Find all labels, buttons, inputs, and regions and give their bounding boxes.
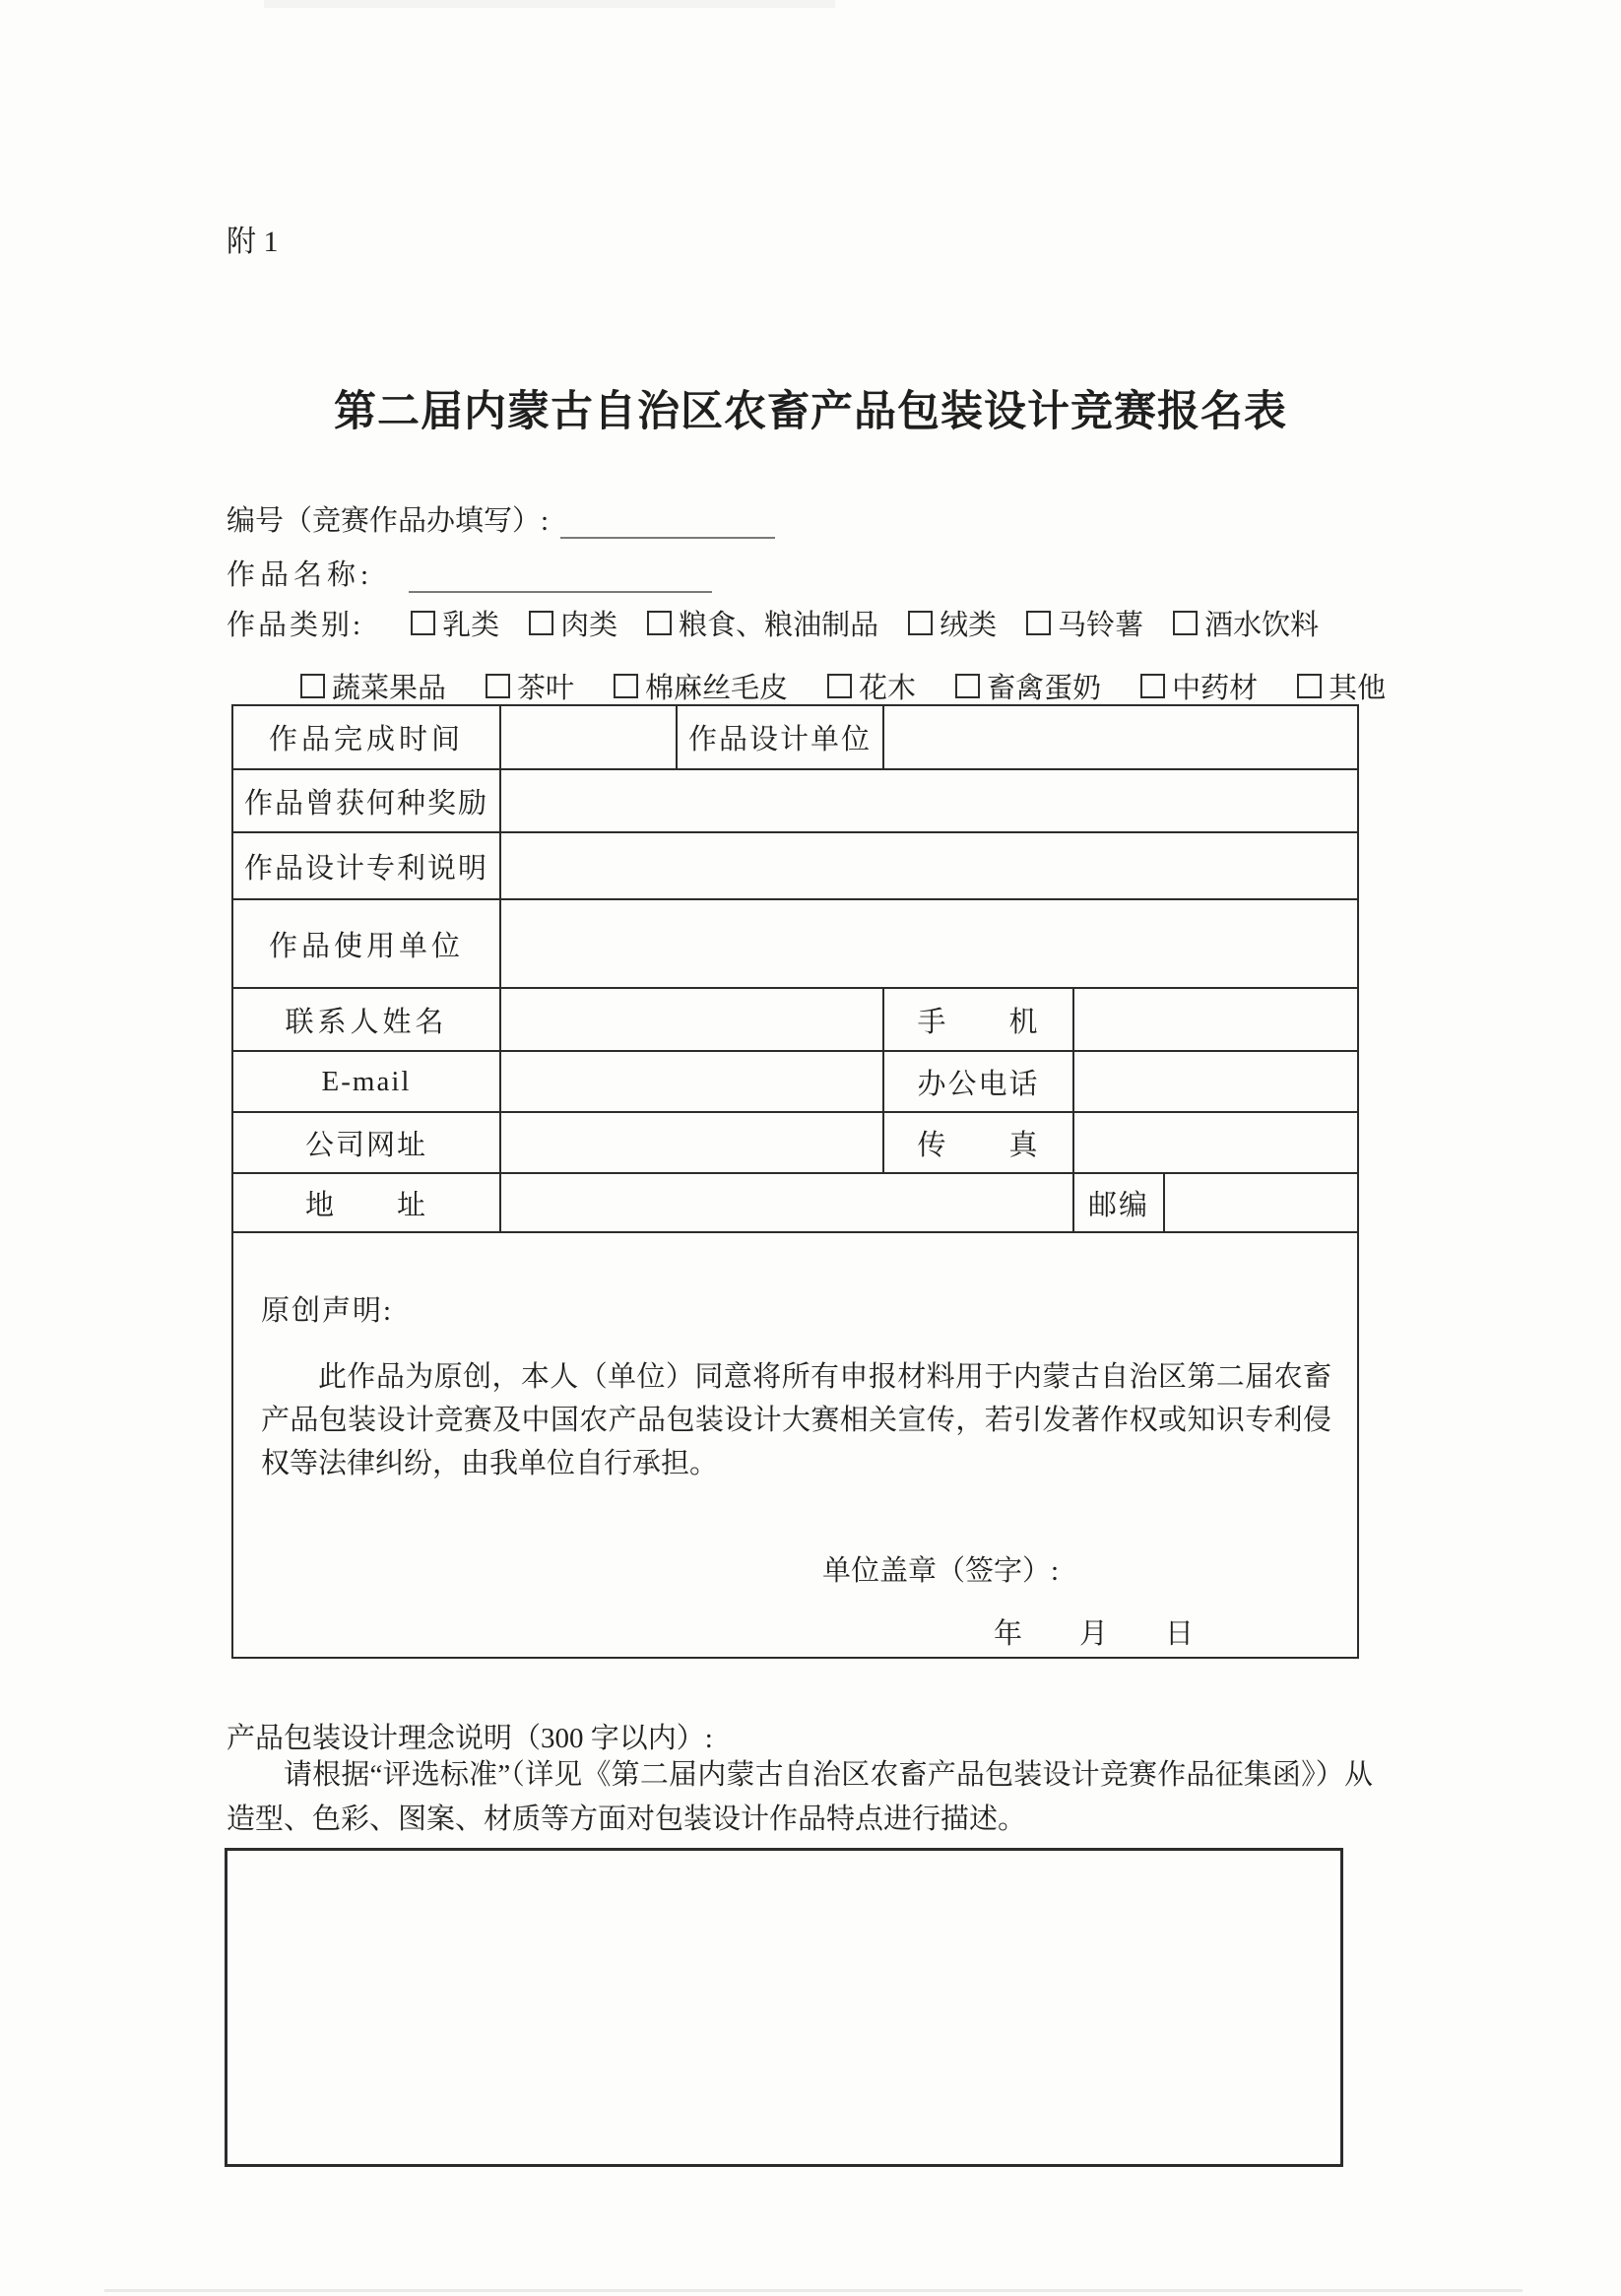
label-postcode: 邮编 bbox=[1073, 1173, 1164, 1232]
page-title: 第二届内蒙古自治区农畜产品包装设计竞赛报名表 bbox=[334, 389, 1287, 435]
checkbox-icon[interactable] bbox=[1173, 611, 1198, 635]
number-field-row bbox=[227, 497, 775, 539]
work-name-blank-line[interactable] bbox=[409, 556, 712, 593]
label-awards: 作品曾获何种奖励 bbox=[232, 769, 500, 832]
category-label-text: 茶叶 bbox=[517, 673, 575, 704]
category-checkbox-potato[interactable] bbox=[1026, 603, 1143, 643]
scan-artifact bbox=[264, 0, 835, 8]
checkbox-icon[interactable] bbox=[411, 611, 435, 635]
category-label: 作品类别: bbox=[227, 610, 364, 641]
registration-table bbox=[231, 704, 1359, 1659]
checkbox-icon[interactable] bbox=[529, 611, 553, 635]
seal-signature-label: 单位盖章（签字）: bbox=[822, 1555, 1060, 1587]
category-label-text: 棉麻丝毛皮 bbox=[645, 673, 789, 704]
category-checkbox-meat[interactable] bbox=[529, 603, 617, 643]
work-name-label: 作品名称: bbox=[227, 559, 374, 591]
declaration-cell bbox=[232, 1232, 1358, 1658]
attachment-label: 附 1 bbox=[227, 226, 279, 258]
category-label-text: 粮食、粮油制品 bbox=[679, 610, 879, 641]
cell-user-unit-value[interactable] bbox=[500, 899, 1358, 988]
concept-description-box[interactable] bbox=[225, 1848, 1343, 2167]
category-checkbox-livestock-eggs-milk[interactable] bbox=[955, 666, 1101, 706]
checkbox-icon[interactable] bbox=[300, 674, 325, 698]
category-row-2 bbox=[300, 666, 1386, 706]
checkbox-icon[interactable] bbox=[1026, 611, 1051, 635]
label-patent: 作品设计专利说明 bbox=[232, 832, 500, 899]
category-checkbox-beverage[interactable] bbox=[1173, 603, 1319, 643]
category-row-1 bbox=[227, 603, 1319, 643]
category-checkbox-herbs[interactable] bbox=[1140, 666, 1258, 706]
cell-mobile-value[interactable] bbox=[1073, 988, 1358, 1051]
number-blank-line[interactable] bbox=[560, 501, 775, 539]
label-work-complete-time: 作品完成时间 bbox=[232, 705, 500, 769]
cell-awards-value[interactable] bbox=[500, 769, 1358, 832]
work-name-field-row bbox=[227, 552, 712, 593]
label-email: E-mail bbox=[232, 1051, 500, 1112]
checkbox-icon[interactable] bbox=[1140, 674, 1165, 698]
category-checkbox-flowers[interactable] bbox=[827, 666, 916, 706]
concept-heading: 产品包装设计理念说明（300 字以内）: bbox=[227, 1723, 713, 1754]
label-user-unit: 作品使用单位 bbox=[232, 899, 500, 988]
label-design-unit: 作品设计单位 bbox=[677, 705, 883, 769]
label-contact-name: 联系人姓名 bbox=[232, 988, 500, 1051]
category-checkbox-vegetable-fruit[interactable] bbox=[300, 666, 446, 706]
cell-patent-value[interactable] bbox=[500, 832, 1358, 899]
cell-office-phone-value[interactable] bbox=[1073, 1051, 1358, 1112]
cell-work-complete-time-value[interactable] bbox=[500, 705, 677, 769]
category-label-text: 肉类 bbox=[560, 610, 618, 641]
cell-design-unit-value[interactable] bbox=[883, 705, 1358, 769]
checkbox-icon[interactable] bbox=[1297, 674, 1322, 698]
category-label-text: 马铃薯 bbox=[1058, 610, 1144, 641]
category-label-text: 绒类 bbox=[940, 610, 998, 641]
label-mobile: 手 机 bbox=[883, 988, 1073, 1051]
date-line: 年 月 日 bbox=[994, 1618, 1195, 1650]
label-office-phone: 办公电话 bbox=[883, 1051, 1073, 1112]
cell-address-value[interactable] bbox=[500, 1173, 1073, 1232]
checkbox-icon[interactable] bbox=[908, 611, 933, 635]
category-checkbox-other[interactable] bbox=[1297, 666, 1386, 706]
category-checkbox-cashmere[interactable] bbox=[908, 603, 997, 643]
cell-postcode-value[interactable] bbox=[1164, 1173, 1358, 1232]
category-label-text: 中药材 bbox=[1172, 673, 1259, 704]
category-checkbox-dairy[interactable] bbox=[411, 603, 499, 643]
category-checkbox-tea[interactable] bbox=[486, 666, 574, 706]
category-checkbox-textile[interactable] bbox=[614, 666, 788, 706]
declaration-body: 此作品为原创，本人（单位）同意将所有申报材料用于内蒙古自治区第二届农畜产品包装设计竞赛及中国农产品包装设计大赛相关宣传，若引发著作权或知识专利侵权等法律纠纷，由我单位自行承担。 bbox=[261, 1361, 1331, 1480]
checkbox-icon[interactable] bbox=[614, 674, 638, 698]
category-label-text: 乳类 bbox=[442, 610, 500, 641]
checkbox-icon[interactable] bbox=[486, 674, 510, 698]
page-bottom-edge bbox=[104, 2289, 1523, 2292]
label-address: 地 址 bbox=[232, 1173, 500, 1232]
category-label-text: 花木 bbox=[859, 673, 917, 704]
label-fax: 传 真 bbox=[883, 1112, 1073, 1173]
category-label-text: 酒水饮料 bbox=[1204, 610, 1320, 641]
checkbox-icon[interactable] bbox=[647, 611, 672, 635]
cell-email-value[interactable] bbox=[500, 1051, 883, 1112]
category-label-text: 畜禽蛋奶 bbox=[987, 673, 1102, 704]
number-label: 编号（竞赛作品办填写）: bbox=[227, 505, 550, 537]
checkbox-icon[interactable] bbox=[827, 674, 852, 698]
checkbox-icon[interactable] bbox=[955, 674, 980, 698]
cell-website-value[interactable] bbox=[500, 1112, 883, 1173]
cell-fax-value[interactable] bbox=[1073, 1112, 1358, 1173]
declaration-section bbox=[233, 1233, 1357, 1657]
category-label-text: 蔬菜果品 bbox=[332, 673, 447, 704]
category-checkbox-grain[interactable] bbox=[647, 603, 878, 643]
declaration-heading: 原创声明: bbox=[261, 1295, 394, 1327]
label-website: 公司网址 bbox=[232, 1112, 500, 1173]
concept-instruction: 请根据“评选标准”（详见《第二届内蒙古自治区农畜产品包装设计竞赛作品征集函》）从造型、色彩、图案、材质等方面对包装设计作品特点进行描述。 bbox=[227, 1759, 1373, 1835]
cell-contact-name-value[interactable] bbox=[500, 988, 883, 1051]
category-label-text: 其他 bbox=[1329, 673, 1387, 704]
